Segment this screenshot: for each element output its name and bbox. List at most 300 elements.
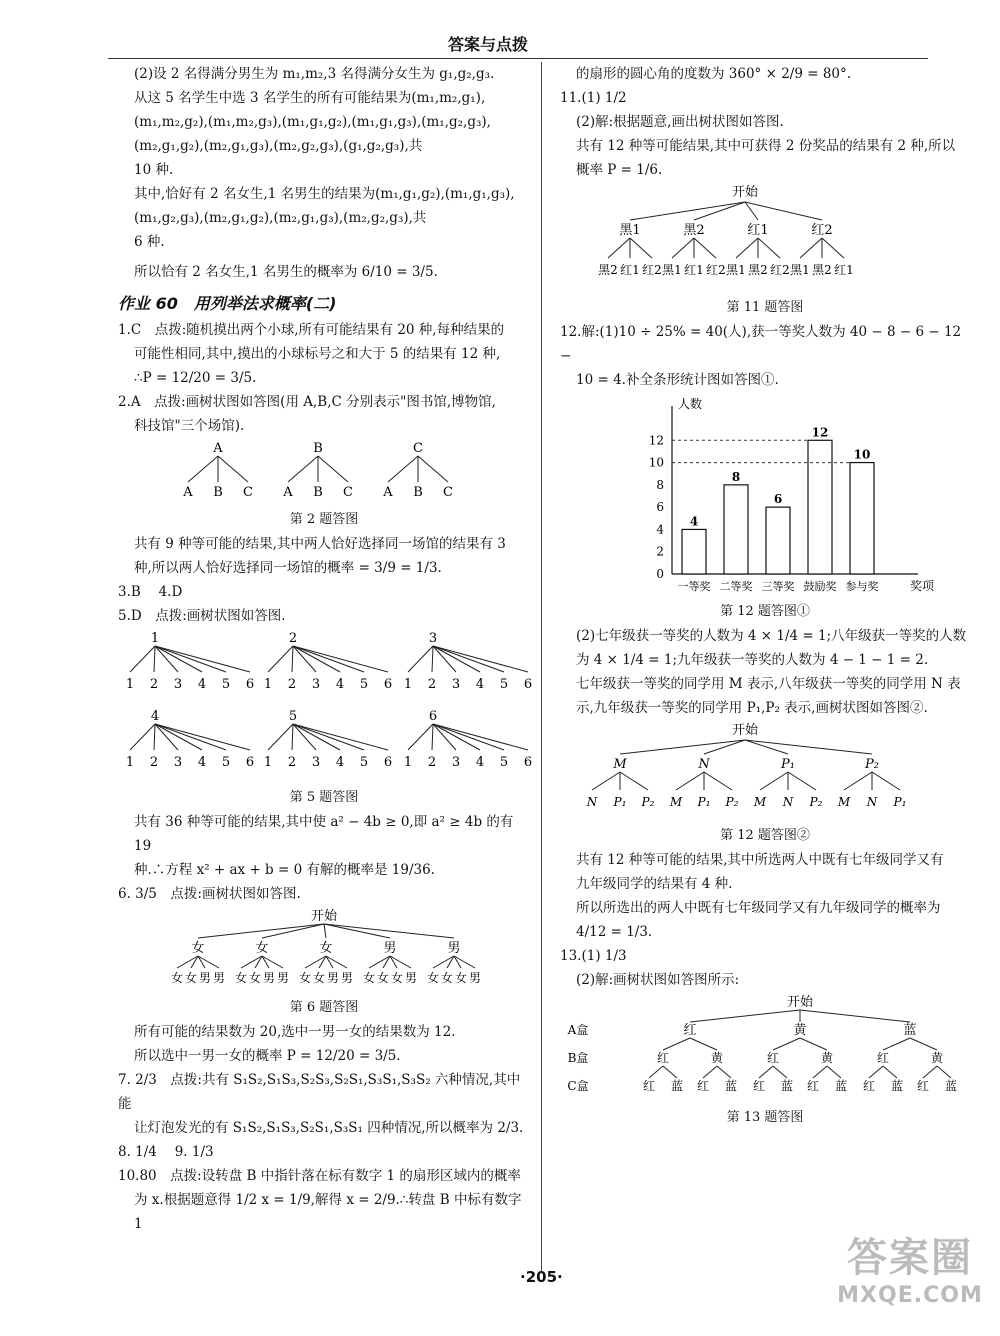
tree-branch: [433, 724, 480, 750]
tree-node-label: 黑2: [812, 263, 832, 277]
tree-branch: [433, 724, 528, 750]
text-line: 所有可能的结果数为 20,选中一男一女的结果数为 12.: [134, 1024, 456, 1040]
tree-branch: [788, 772, 816, 790]
page-number: ·205·: [520, 1268, 563, 1286]
left-column: [118, 62, 533, 1236]
bar: [682, 529, 706, 574]
tree-branch: [745, 740, 872, 754]
text-line: 4/12 = 1/3.: [576, 924, 653, 940]
bar: [850, 463, 874, 574]
tree-branch: [676, 772, 704, 790]
tree-node-label: 黑1: [790, 263, 810, 277]
row-label: B盒: [567, 1051, 589, 1065]
bar-value-label: 4: [689, 514, 699, 529]
tree-branch: [630, 202, 745, 220]
tree-node-label: 女: [426, 971, 440, 985]
tree-node-label: C: [243, 485, 253, 500]
tree-node-label: 3: [451, 755, 461, 770]
text-line: 种,所以两人恰好选择同一场馆的概率 = 3/9 = 1/3.: [134, 560, 442, 576]
tree-branch: [188, 456, 218, 482]
tree-branch: [923, 1066, 937, 1078]
tree-node-label: 蓝: [890, 1079, 904, 1093]
tree-branch: [773, 1066, 787, 1078]
figure-caption: 第 12 题答图①: [720, 604, 810, 619]
tree-node-label: 红: [862, 1079, 876, 1093]
tree-node-label: 6: [428, 709, 438, 724]
tree-node-label: A: [383, 485, 393, 500]
tree-node-label: 红2: [706, 263, 726, 277]
tree-node-label: 3: [311, 755, 321, 770]
tree-branch: [293, 724, 388, 750]
x-tick-label: 参与奖: [845, 580, 879, 593]
tree-branch: [717, 1066, 731, 1078]
tree-node-label: 开始: [731, 723, 759, 738]
tree-branch: [155, 724, 202, 750]
tree-node-label: M: [753, 795, 767, 809]
tree-node-label: 黑1: [662, 263, 682, 277]
tree-branch: [293, 646, 388, 672]
figure-caption: 第 11 题答图: [726, 300, 804, 315]
tree-node-label: 男: [262, 971, 276, 985]
tree-node-label: 2: [149, 755, 159, 770]
tree-branch: [672, 238, 694, 258]
tree-node-label: 2: [427, 677, 437, 692]
tree-node-label: 1: [403, 677, 413, 692]
tree-node-label: 女: [319, 941, 333, 956]
tree-node-label: 5: [499, 755, 509, 770]
tree-branch: [663, 1066, 677, 1078]
tree-node-label: 3: [173, 755, 183, 770]
tree-node-label: 3: [311, 677, 321, 692]
tree-node-label: 4: [150, 709, 160, 724]
tree-node-label: 4: [335, 677, 345, 692]
section-title: 作业 60 用列举法求概率(二): [118, 294, 337, 313]
text-line: 12.解:(1)10 ÷ 25% = 40(人),获一等奖人数为 40 − 8 − 6 − 12 −: [560, 324, 962, 364]
tree-diagram-q12: [560, 720, 960, 816]
tree-node-label: 蓝: [670, 1079, 684, 1093]
x-tick-label: 鼓励奖: [803, 580, 837, 593]
tree-branch: [418, 456, 448, 482]
text-line: 示,九年级获一等奖的同学用 P₁,P₂ 表示,画树状图如答图②.: [576, 700, 928, 716]
tree-node-label: 男: [383, 941, 397, 956]
tree-branch: [937, 1066, 951, 1078]
tree-node-label: M: [613, 757, 627, 772]
tree-node-label: 蓝: [944, 1079, 958, 1093]
tree-branch: [262, 924, 324, 938]
figure-caption: 第 2 题答图: [289, 512, 359, 527]
tree-branch: [293, 646, 364, 672]
bar-chart-q12: [560, 392, 960, 592]
tree-branch: [408, 646, 433, 672]
text-line: (2)解:根据题意,画出树状图如答图.: [576, 114, 784, 130]
x-tick-label: 三等奖: [761, 580, 795, 593]
bar: [808, 440, 832, 574]
tree-branch: [703, 1066, 717, 1078]
tree-node-label: 女: [362, 971, 376, 985]
tree-node-label: 黄: [710, 1051, 724, 1065]
tree-branch: [432, 724, 433, 750]
text-line: (2)解:画树状图如答图所示:: [576, 972, 740, 988]
bar: [766, 507, 790, 574]
tree-node-label: 黄: [793, 1023, 807, 1038]
tree-branch: [433, 646, 480, 672]
tree-node-label: 开始: [731, 185, 759, 200]
tree-node-label: 红1: [834, 263, 854, 277]
text-line: 所以选中一男一女的概率 P = 12/20 = 3/5.: [134, 1048, 401, 1064]
y-tick-label: 8: [656, 477, 664, 492]
tree-branch: [760, 772, 788, 790]
tree-node-label: 4: [475, 677, 485, 692]
tree-branch: [155, 646, 202, 672]
tree-branch: [758, 238, 780, 258]
tree-node-label: 5: [359, 755, 369, 770]
tree-node-label: 2: [427, 755, 437, 770]
tree-node-label: 开始: [786, 995, 814, 1010]
text-line: 共有 36 种等可能的结果,其中使 a² − 4b ≥ 0,即 a² ≥ 4b 的有 19: [134, 814, 514, 854]
tree-node-label: 1: [125, 755, 135, 770]
text-line: 的扇形的圆心角的度数为 360° × 2/9 = 80°.: [576, 66, 852, 82]
tree-node-label: P₂: [641, 795, 655, 809]
tree-node-label: 黑2: [748, 263, 768, 277]
tree-node-label: 3: [428, 631, 438, 646]
tree-node-label: 黑1: [619, 223, 641, 238]
text-line: 6. 3/5 点拨:画树状图如答图.: [118, 886, 301, 902]
tree-branch: [608, 238, 630, 258]
bar-value-label: 10: [853, 447, 871, 462]
tree-node-label: 女: [440, 971, 454, 985]
tree-node-label: M: [837, 795, 851, 809]
tree-node-label: 2: [287, 677, 297, 692]
tree-node-label: 4: [197, 755, 207, 770]
text-line: 8. 1/4 9. 1/3: [118, 1144, 214, 1160]
tree-branch: [155, 646, 250, 672]
tree-node-label: 女: [191, 941, 205, 956]
tree-node-label: 女: [390, 971, 404, 985]
tree-node-label: P₁: [781, 757, 795, 772]
tree-node-label: A: [183, 485, 193, 500]
tree-branch: [620, 772, 648, 790]
tree-branch: [883, 1066, 897, 1078]
tree-branch: [155, 724, 250, 750]
text-line: 概率 P = 1/6.: [576, 162, 663, 178]
tree-branch: [690, 1010, 800, 1022]
bar-value-label: 12: [811, 425, 829, 440]
tree-diagram-q5: [118, 628, 533, 778]
tree-node-label: B: [313, 485, 323, 500]
text-line: 为 4 × 1/4 = 1;九年级获一等奖的人数为 4 − 1 − 1 = 2.: [576, 652, 929, 668]
tree-node-label: 2: [288, 631, 298, 646]
tree-node-label: 6: [245, 677, 255, 692]
text-line: 其中,恰好有 2 名女生,1 名男生的结果为(m₁,g₁,g₂),(m₁,g₁,g₃),: [134, 186, 515, 202]
tree-branch: [800, 1038, 827, 1050]
header-title: 答案与点拨: [447, 35, 528, 54]
tree-node-label: 蓝: [724, 1079, 738, 1093]
tree-branch: [388, 456, 418, 482]
y-axis-label: 人数: [678, 397, 703, 411]
watermark-text: 答案圈: [847, 1235, 973, 1281]
tree-node-label: 红2: [811, 223, 833, 238]
tree-node-label: 3: [173, 677, 183, 692]
tree-node-label: 5: [221, 755, 231, 770]
tree-node-label: P₂: [809, 795, 823, 809]
tree-branch: [324, 924, 326, 938]
tree-node-label: 1: [150, 631, 160, 646]
text-line: (m₂,g₁,g₂),(m₂,g₁,g₃),(m₂,g₂,g₃),(g₁,g₂,g₃),共: [134, 138, 423, 154]
tree-node-label: 4: [197, 677, 207, 692]
tree-node-label: 红: [806, 1079, 820, 1093]
tree-node-label: 4: [475, 755, 485, 770]
tree-node-label: 蓝: [834, 1079, 848, 1093]
tree-branch: [155, 646, 226, 672]
bar-value-label: 6: [773, 492, 783, 507]
tree-node-label: 男: [326, 971, 340, 985]
tree-branch: [292, 724, 293, 750]
tree-node-label: 男: [340, 971, 354, 985]
tree-branch: [324, 924, 390, 938]
x-tick-label: 一等奖: [677, 580, 711, 593]
tree-node-label: 男: [276, 971, 290, 985]
tree-node-label: 红2: [642, 263, 662, 277]
figure-caption: 第 5 题答图: [289, 790, 359, 805]
tree-branch: [910, 1038, 937, 1050]
tree-branch: [155, 724, 226, 750]
page-header: [108, 30, 928, 59]
tree-branch: [630, 238, 652, 258]
tree-branch: [736, 238, 758, 258]
right-column: [560, 62, 970, 1130]
tree-node-label: 红: [766, 1051, 780, 1065]
tree-node-label: 红: [916, 1079, 930, 1093]
text-line: (m₁,g₂,g₃),(m₂,g₁,g₂),(m₂,g₁,g₃),(m₂,g₂,g₃),共: [134, 210, 427, 226]
tree-node-label: 1: [263, 755, 273, 770]
tree-node-label: A: [213, 441, 223, 456]
tree-branch: [813, 1066, 827, 1078]
tree-node-label: B: [313, 441, 323, 456]
text-line: 3.B 4.D: [118, 584, 183, 600]
column-divider: [541, 62, 542, 1272]
text-line: 共有 12 种等可能结果,其中可获得 2 份奖品的结果有 2 种,所以: [576, 138, 956, 154]
tree-branch: [592, 772, 620, 790]
tree-branch: [822, 238, 844, 258]
tree-node-label: M: [669, 795, 683, 809]
tree-branch: [704, 772, 732, 790]
text-line: 5.D 点拨:画树状图如答图.: [118, 608, 286, 624]
tree-node-label: 6: [383, 677, 393, 692]
tree-branch: [800, 238, 822, 258]
text-line: 所以恰有 2 名女生,1 名男生的概率为 6/10 = 3/5.: [134, 264, 438, 280]
tree-node-label: 男: [198, 971, 212, 985]
tree-node-label: 男: [212, 971, 226, 985]
tree-node-label: 男: [468, 971, 482, 985]
y-tick-label: 6: [656, 500, 664, 515]
text-line: 可能性相同,其中,摸出的小球标号之和大于 5 的结果有 12 种,: [134, 346, 501, 362]
bar: [724, 485, 748, 574]
tree-node-label: 3: [451, 677, 461, 692]
tree-node-label: P₁: [613, 795, 627, 809]
text-line: 种.∴方程 x² + ax + b = 0 有解的概率是 19/36.: [134, 862, 435, 878]
tree-node-label: 男: [447, 941, 461, 956]
tree-branch: [293, 724, 340, 750]
tree-branch: [694, 202, 745, 220]
tree-node-label: 2: [287, 755, 297, 770]
text-line: 6 种.: [134, 234, 165, 250]
tree-node-label: 女: [170, 971, 184, 985]
tree-branch: [293, 646, 340, 672]
text-line: 13.(1) 1/3: [560, 948, 627, 964]
text-line: 为 x.根据题意得 1/2 x = 1/9,解得 x = 2/9.∴转盘 B 中标有数字 1: [134, 1192, 522, 1232]
tree-branch: [408, 724, 433, 750]
tree-diagram-q13: [560, 992, 960, 1098]
tree-node-label: 5: [288, 709, 298, 724]
tree-node-label: 6: [523, 677, 533, 692]
tree-node-label: N: [782, 795, 794, 809]
tree-branch: [268, 724, 293, 750]
text-line: (2)设 2 名得满分男生为 m₁,m₂,3 名得满分女生为 g₁,g₂,g₃.: [134, 66, 495, 82]
row-label: C盒: [567, 1079, 589, 1093]
tree-node-label: N: [586, 795, 598, 809]
tree-branch: [800, 1010, 910, 1022]
y-tick-label: 0: [656, 567, 664, 581]
tree-node-label: 女: [312, 971, 326, 985]
tree-diagram-q11: [560, 182, 960, 288]
tree-branch: [649, 1066, 663, 1078]
tree-node-label: C: [343, 485, 353, 500]
tree-node-label: P₁: [893, 795, 907, 809]
tree-node-label: 1: [403, 755, 413, 770]
bar-value-label: 8: [731, 469, 741, 484]
tree-node-label: 女: [454, 971, 468, 985]
figure-caption: 第 13 题答图: [726, 1110, 804, 1125]
tree-node-label: 红1: [747, 223, 769, 238]
tree-node-label: 红: [696, 1079, 710, 1093]
y-tick-label: 2: [656, 544, 664, 559]
tree-node-label: 女: [298, 971, 312, 985]
text-line: ∴P = 12/20 = 3/5.: [134, 370, 257, 386]
text-line: 10 种.: [134, 162, 174, 178]
tree-node-label: 红: [683, 1023, 697, 1038]
tree-branch: [154, 646, 155, 672]
text-line: 九年级同学的结果有 4 种.: [576, 876, 733, 892]
tree-diagram-q6: [118, 906, 530, 988]
tree-branch: [218, 456, 248, 482]
tree-branch: [694, 238, 716, 258]
tree-node-label: 开始: [310, 909, 338, 924]
tree-node-label: 黄: [930, 1051, 944, 1065]
tree-branch: [154, 724, 155, 750]
tree-node-label: 黑2: [598, 263, 618, 277]
y-tick-label: 4: [656, 522, 664, 537]
x-tick-label: 二等奖: [719, 580, 753, 593]
tree-branch: [130, 724, 155, 750]
figure-caption: 第 6 题答图: [289, 1000, 359, 1015]
tree-node-label: 女: [376, 971, 390, 985]
tree-node-label: 红: [752, 1079, 766, 1093]
text-line: 10 = 4.补全条形统计图如答图①.: [576, 372, 779, 388]
text-line: 10.80 点拨:设转盘 B 中指针落在标有数字 1 的扇形区域内的概率: [118, 1168, 521, 1184]
tree-branch: [433, 646, 528, 672]
tree-branch: [869, 1066, 883, 1078]
text-line: 7. 2/3 点拨:共有 S₁S₂,S₁S₃,S₂S₃,S₂S₁,S₃S₁,S₃S₂ 六种情况,其中能: [118, 1072, 521, 1112]
tree-branch: [324, 924, 454, 938]
tree-branch: [620, 740, 745, 754]
tree-node-label: 女: [184, 971, 198, 985]
text-line: 科技馆"三个场馆).: [134, 418, 245, 434]
watermark-logo: [830, 1226, 990, 1330]
tree-node-label: 红1: [620, 263, 640, 277]
tree-node-label: 5: [221, 677, 231, 692]
tree-branch: [293, 724, 364, 750]
tree-node-label: N: [698, 757, 710, 772]
tree-node-label: 红: [656, 1051, 670, 1065]
text-line: (2)七年级获一等奖的人数为 4 × 1/4 = 1;八年级获一等奖的人数: [576, 628, 967, 644]
tree-node-label: N: [866, 795, 878, 809]
tree-branch: [288, 456, 318, 482]
tree-node-label: P₂: [725, 795, 739, 809]
tree-node-label: 红: [642, 1079, 656, 1093]
tree-branch: [690, 1038, 717, 1050]
tree-node-label: P₂: [865, 757, 879, 772]
text-line: 11.(1) 1/2: [560, 90, 627, 106]
tree-node-label: 黄: [820, 1051, 834, 1065]
tree-branch: [318, 456, 348, 482]
tree-node-label: 6: [245, 755, 255, 770]
text-line: 所以所选出的两人中既有七年级同学又有九年级同学的概率为: [576, 900, 941, 916]
row-label: A盒: [567, 1023, 589, 1037]
tree-branch: [773, 1038, 800, 1050]
tree-diagram-q2: [118, 438, 518, 500]
tree-node-label: 女: [248, 971, 262, 985]
tree-node-label: C: [443, 485, 453, 500]
text-line: 共有 9 种等可能的结果,其中两人恰好选择同一场馆的结果有 3: [134, 536, 506, 552]
tree-branch: [883, 1038, 910, 1050]
tree-node-label: 红: [876, 1051, 890, 1065]
tree-branch: [268, 646, 293, 672]
tree-node-label: P₁: [697, 795, 711, 809]
tree-branch: [292, 646, 293, 672]
tree-branch: [844, 772, 872, 790]
tree-node-label: B: [413, 485, 423, 500]
tree-node-label: 1: [125, 677, 135, 692]
tree-node-label: 蓝: [903, 1023, 917, 1038]
text-line: (m₁,m₂,g₂),(m₁,m₂,g₃),(m₁,g₁,g₂),(m₁,g₁,g₃),(m₁,g₂,g₃),: [134, 114, 491, 130]
tree-branch: [198, 924, 324, 938]
text-line: 让灯泡发光的有 S₁S₂,S₁S₃,S₂S₁,S₃S₁ 四种情况,所以概率为 2/3.: [134, 1120, 524, 1136]
tree-node-label: 女: [234, 971, 248, 985]
tree-branch: [433, 724, 504, 750]
watermark-url: MXQE.COM: [837, 1283, 983, 1308]
text-line: 从这 5 名学生中选 3 名学生的所有可能结果为(m₁,m₂,g₁),: [134, 90, 486, 106]
y-tick-label: 12: [648, 433, 664, 448]
figure-caption: 第 12 题答图②: [720, 828, 810, 843]
tree-node-label: 蓝: [780, 1079, 794, 1093]
tree-node-label: 黑2: [683, 223, 705, 238]
x-axis-label: 奖项: [909, 579, 935, 593]
tree-branch: [663, 1038, 690, 1050]
tree-node-label: 6: [383, 755, 393, 770]
y-tick-label: 10: [648, 455, 664, 470]
tree-node-label: 女: [255, 941, 269, 956]
text-line: 1.C 点拨:随机摸出两个小球,所有可能结果有 20 种,每种结果的: [118, 322, 505, 338]
tree-branch: [827, 1066, 841, 1078]
tree-node-label: 5: [359, 677, 369, 692]
tree-node-label: 2: [149, 677, 159, 692]
tree-node-label: C: [413, 441, 423, 456]
tree-node-label: 5: [499, 677, 509, 692]
tree-node-label: 黑1: [726, 263, 746, 277]
tree-node-label: 男: [404, 971, 418, 985]
tree-node-label: 红2: [770, 263, 790, 277]
tree-node-label: 红1: [684, 263, 704, 277]
